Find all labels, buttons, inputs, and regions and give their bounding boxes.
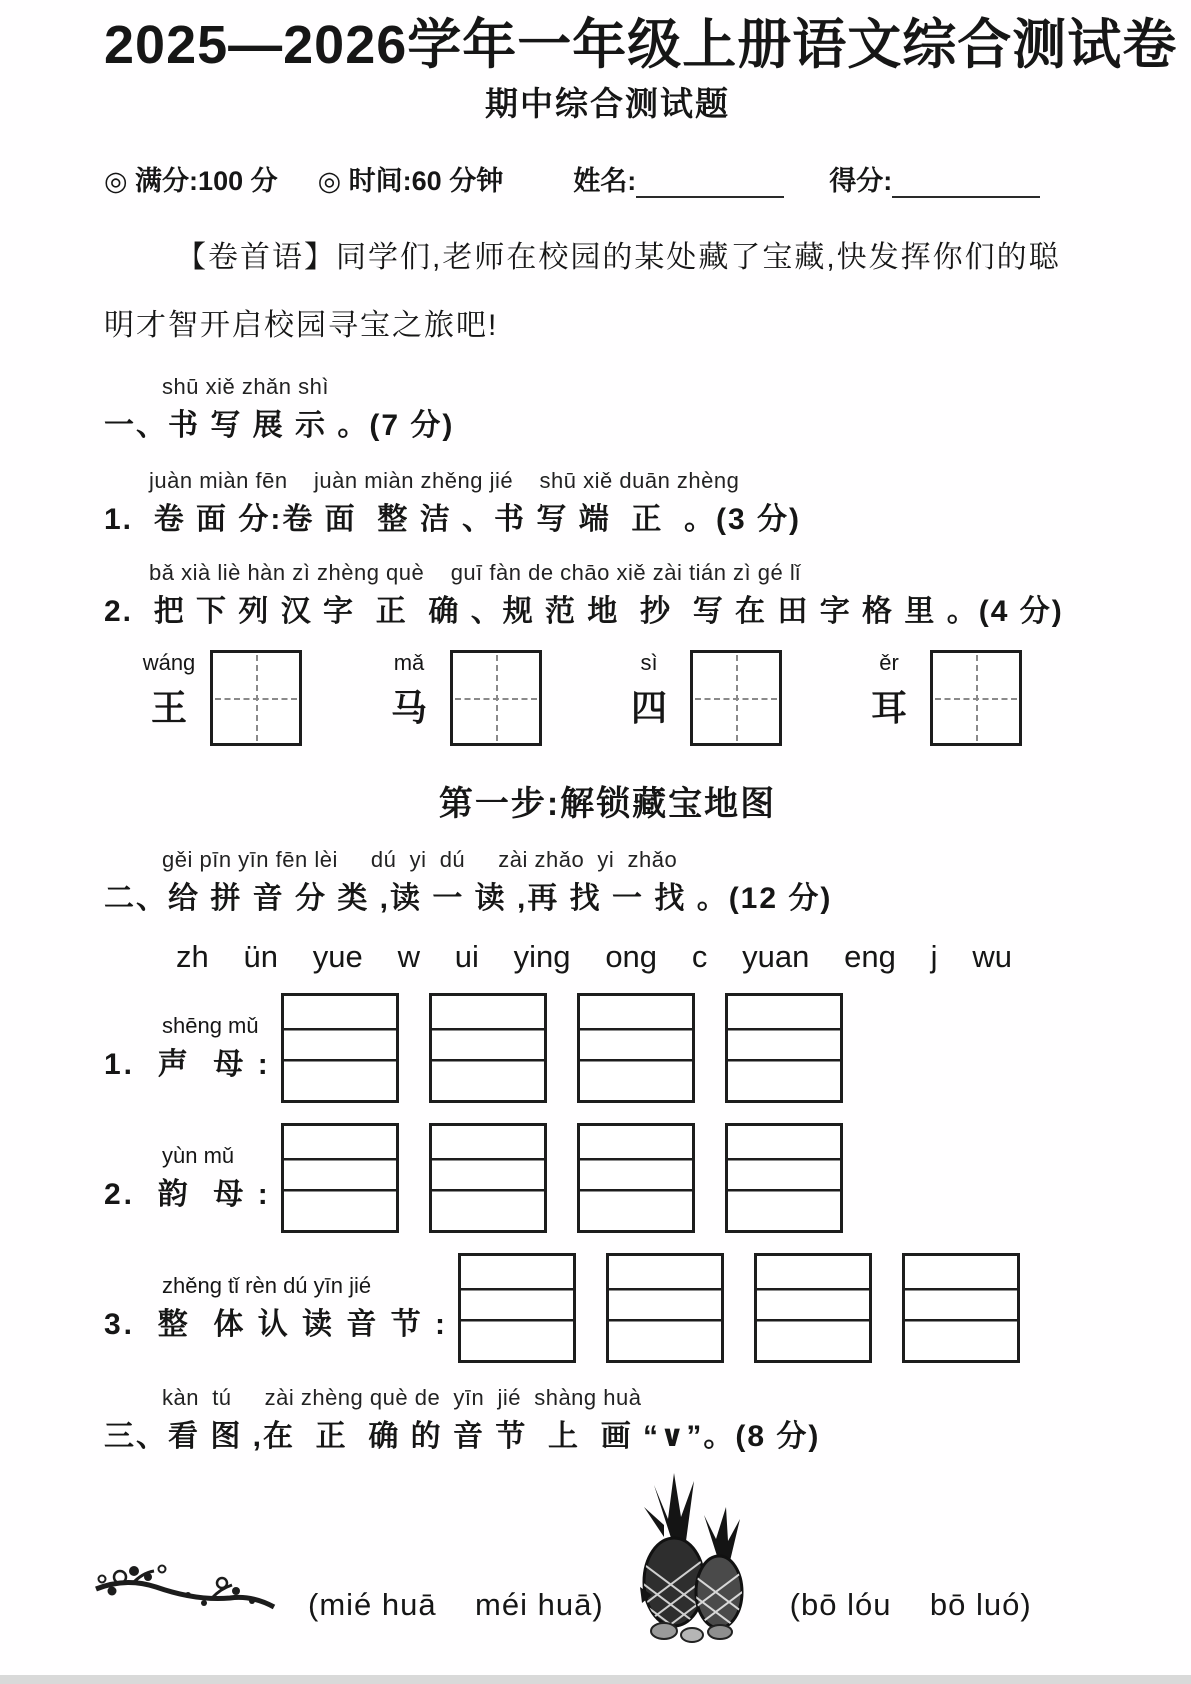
shengmu-label: 1. 声 母 : [104, 1048, 271, 1082]
char-glyph: 王 [150, 687, 187, 729]
section3-title: 三、看 图 ,在 正 确 的 音 节 上 画 “∨”。(8 分) [104, 1420, 821, 1454]
section2-pinyin: gěi pīn yīn fēn lèi dú yi dú zài zhǎo yi zhǎo [162, 847, 678, 873]
question2-pinyin: bǎ xià liè hàn zì zhèng què guī fàn de chāo xiě zài tián zì gé lǐ [149, 560, 801, 586]
shengmu-row [104, 993, 1111, 1103]
syllable-item: ui [454, 939, 479, 975]
syllable-item: ying [513, 939, 571, 975]
full-score-label: ◎ 满分:100 分 [104, 166, 278, 197]
syllable-item: j [930, 939, 938, 975]
syllable-item: zh [176, 939, 209, 975]
zhengtirendu-pinyin: zhěng tǐ rèn dú yīn jié [162, 1273, 372, 1299]
section2-title: 二、给 拼 音 分 类 ,读 一 读 ,再 找 一 找 。(12 分) [104, 882, 833, 916]
score-label: 得分: [829, 166, 893, 197]
char-glyph: 马 [390, 687, 427, 729]
char-pinyin: sì [640, 650, 658, 676]
zhengtirendu-label: 3. 整 体 认 读 音 节 : [104, 1308, 449, 1342]
syllable-item: c [691, 939, 708, 975]
intro-line-2: 明才智开启校园寻宝之旅吧! [104, 309, 499, 343]
syllable-item: w [397, 939, 420, 975]
copy-characters-row [140, 650, 1022, 746]
syllable-item: yue [312, 939, 363, 975]
pineapple-image [634, 1467, 750, 1645]
char-pinyin: mǎ [393, 650, 425, 676]
pinyin-answer-box [606, 1253, 724, 1363]
time-limit-label: ◎ 时间:60 分钟 [317, 166, 504, 197]
tianzige-box [690, 650, 782, 746]
section3-pinyin: kàn tú zài zhèng què de yīn jié shàng huà [162, 1385, 642, 1411]
tianzige-box [210, 650, 302, 746]
option-text-plum: (mié huā méi huā) [308, 1587, 604, 1623]
pinyin-answer-box [725, 993, 843, 1103]
char-glyph: 耳 [870, 687, 907, 729]
tianzige-box [450, 650, 542, 746]
syllable-item: yuan [742, 939, 810, 975]
pinyin-answer-box [429, 993, 547, 1103]
page-title: 2025—2026学年一年级上册语文综合测试卷 [104, 15, 1178, 75]
shengmu-pinyin: shēng mǔ [162, 1013, 259, 1039]
pinyin-answer-box [281, 1123, 399, 1233]
pinyin-answer-box [902, 1253, 1020, 1363]
pinyin-answer-box [458, 1253, 576, 1363]
syllable-item: wu [972, 939, 1012, 975]
pinyin-answer-box [577, 993, 695, 1103]
name-blank-line [636, 169, 784, 198]
section1-title: 一、书 写 展 示 。(7 分) [104, 409, 455, 443]
yunmu-pinyin: yùn mǔ [162, 1143, 235, 1169]
tianzige-box [930, 650, 1022, 746]
syllable-item: ün [243, 939, 279, 975]
exam-info-row [104, 159, 1111, 198]
pinyin-answer-box [725, 1123, 843, 1233]
intro-paragraph [104, 232, 1111, 344]
pinyin-answer-box [577, 1123, 695, 1233]
question1-pinyin: juàn miàn fēn juàn miàn zhěng jié shū xiě duān zhèng [149, 468, 740, 494]
char-item [860, 650, 1022, 746]
option-text-pineapple: (bō lóu bō luó) [789, 1587, 1032, 1623]
section1-pinyin: shū xiě zhǎn shì [162, 374, 329, 400]
question2-text: 2. 把 下 列 汉 字 正 确 、规 范 地 抄 写 在 田 字 格 里 。(4 分) [104, 595, 1064, 629]
char-glyph: 四 [630, 687, 667, 729]
intro-line-1: 【卷首语】同学们,老师在校园的某处藏了宝藏,快发挥你们的聪 [176, 241, 1061, 275]
pinyin-answer-box [429, 1123, 547, 1233]
page-subtitle: 期中综合测试题 [485, 85, 730, 123]
char-item [380, 650, 542, 746]
pinyin-answer-box [754, 1253, 872, 1363]
char-item [620, 650, 782, 746]
syllable-item: ong [605, 939, 658, 975]
question1-text: 1. 卷 面 分:卷 面 整 洁 、书 写 端 正 。(3 分) [104, 503, 802, 537]
pinyin-answer-box [281, 993, 399, 1103]
char-pinyin: ěr [879, 650, 899, 676]
char-pinyin: wáng [142, 650, 196, 676]
picture-question-row [92, 1467, 1111, 1645]
syllable-item: eng [844, 939, 896, 975]
step-banner: 第一步:解锁藏宝地图 [438, 785, 777, 824]
plum-blossom-image [92, 1551, 278, 1645]
zhengtirendu-row [104, 1253, 1111, 1363]
yunmu-row [104, 1123, 1111, 1233]
yunmu-label: 2. 韵 母 : [104, 1178, 271, 1212]
char-item [140, 650, 302, 746]
syllable-row [176, 939, 1012, 975]
scan-edge-strip [0, 1675, 1191, 1684]
name-label: 姓名: [573, 166, 637, 197]
score-blank-line [892, 169, 1040, 198]
